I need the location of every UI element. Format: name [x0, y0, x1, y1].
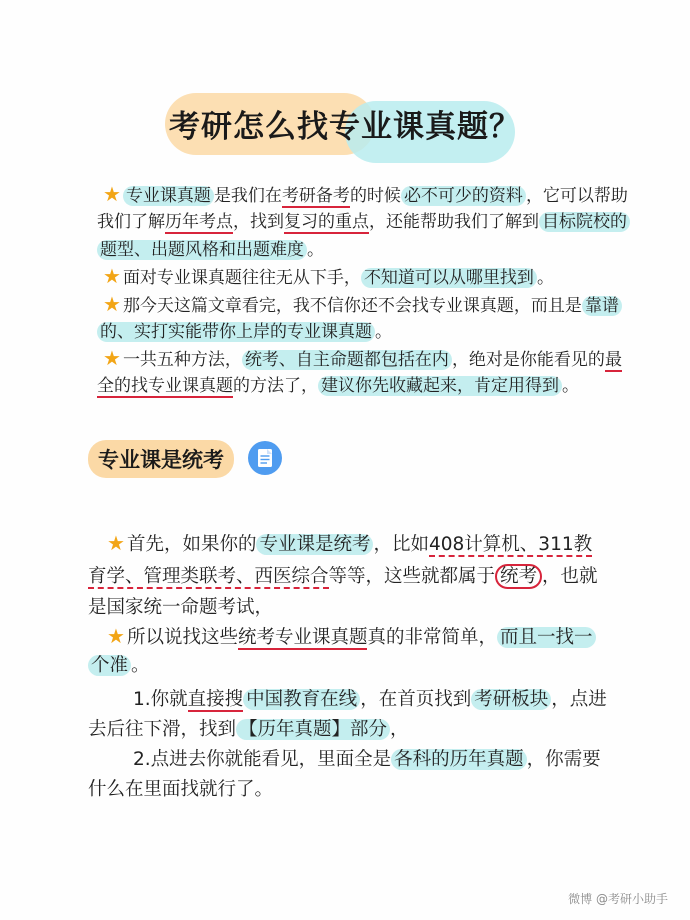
body-line: 2.点进去你就能看见，里面全是 各科的历年真题 ，你需要 — [133, 749, 601, 770]
intro-line: ★ 面对专业课真题往往无从下手， 不知道可以从哪里找到 。 — [103, 264, 554, 288]
star-icon: ★ — [107, 624, 125, 648]
intro-line: 全的找专业课真题的方法了， 建议你先收藏起来，肯定用得到 。 — [97, 376, 579, 396]
star-icon: ★ — [103, 182, 121, 206]
body-line: 什么在里面找就行了。 — [88, 779, 274, 800]
body-line: 1.你就直接搜 中国教育在线 ，在首页找到 考研板块 ，点进 — [133, 689, 607, 710]
section-heading: 专业课是统考 — [88, 440, 234, 478]
intro-line: 的、实打实能带你上岸的专业课真题 。 — [97, 318, 392, 346]
intro-line: 题型、出题风格和出题难度 。 — [97, 236, 324, 264]
body-line: ★ 所以说找这些统考专业课真题真的非常简单， 而且一找一 — [107, 620, 596, 654]
document-icon — [248, 441, 282, 475]
page-title: 考研怎么找专业课真题？ — [169, 109, 521, 145]
intro-line: ★ 一共五种方法， 统考、自主命题都包括在内 ，绝对是你能看见的最 — [103, 346, 622, 370]
star-icon: ★ — [103, 292, 121, 316]
body-line: 育学、管理类联考、西医综合等等，这些就都属于 统考 ，也就 — [88, 566, 598, 587]
document-icon-glyph — [248, 441, 282, 475]
intro-line: ★ 那今天这篇文章看完，我不信你还不会找专业课真题，而且是 靠谱 — [103, 290, 622, 320]
body-line: 个准 。 — [88, 650, 150, 682]
intro-line: 我们了解历年考点，找到复习的重点，还能帮助我们了解到 目标院校的 — [97, 208, 630, 236]
star-icon: ★ — [103, 346, 121, 370]
body-line: 是国家统一命题考试， — [88, 597, 274, 618]
watermark: 微博 @考研小助手 — [568, 892, 668, 906]
body-line: ★ 首先，如果你的 专业课是统考 ，比如408计算机、311教 — [107, 531, 593, 555]
title-area — [0, 95, 690, 152]
star-icon: ★ — [103, 264, 121, 288]
intro-line: ★ 专业课真题 是我们在考研备考的时候 必不可少的资料 ，它可以帮助 — [103, 182, 628, 206]
star-icon: ★ — [107, 531, 125, 555]
body-line: 去后往下滑，找到 【历年真题】部分 ， — [88, 719, 409, 740]
